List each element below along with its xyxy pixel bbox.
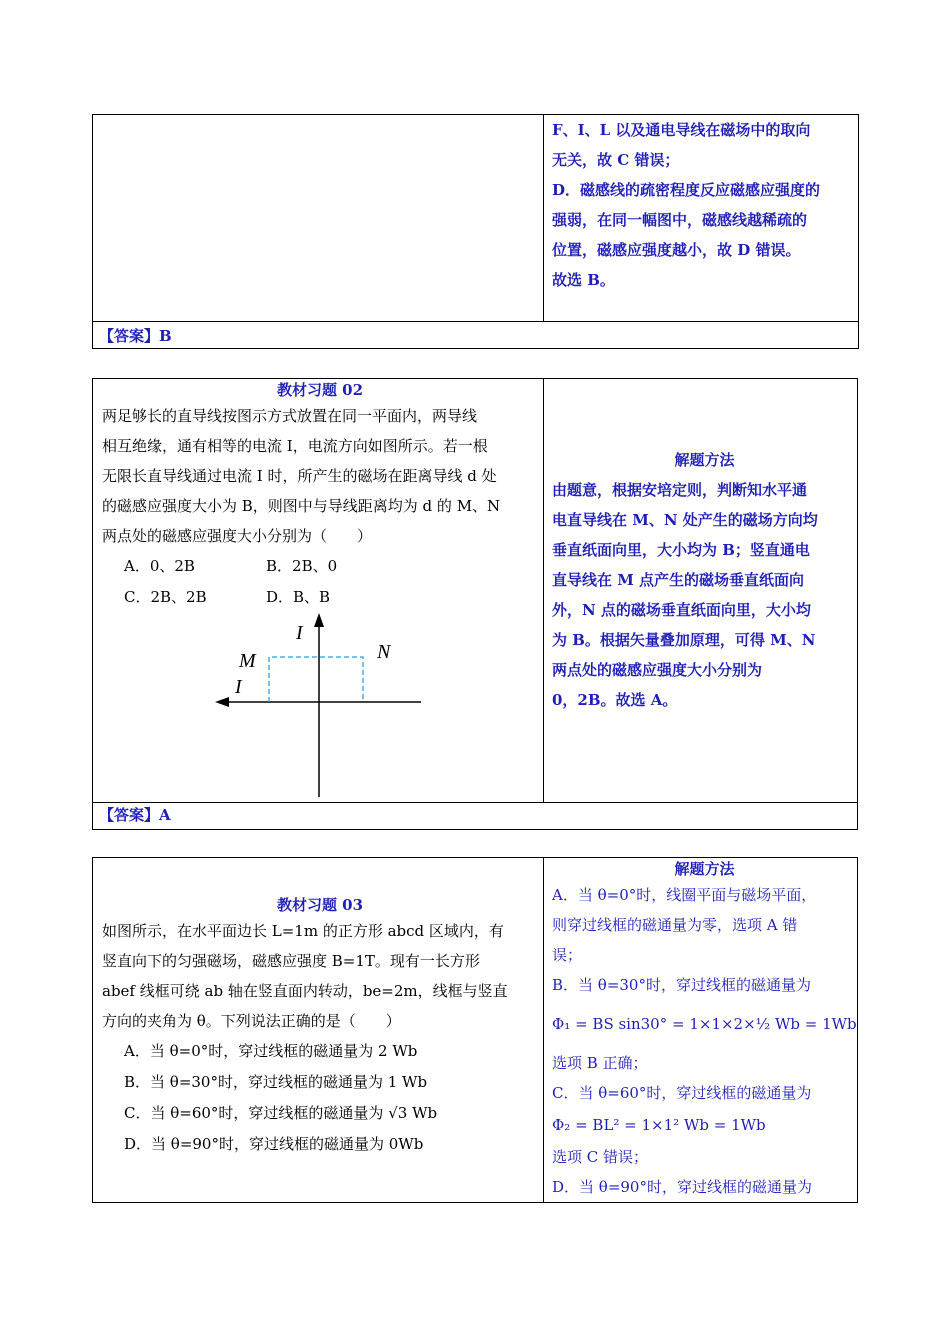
text-line: 两点处的磁感应强度大小分别为 [552, 661, 763, 679]
block-2 [92, 378, 858, 830]
label-M: M [239, 650, 256, 672]
method-title: 解题方法 [674, 451, 735, 469]
text-line: 由题意，根据安培定则，判断知水平通 [552, 481, 808, 499]
text-line: 垂直纸面向里，大小均为 B；竖直通电 [552, 541, 810, 559]
text-line: A．当 θ=0°时，线圈平面与磁场平面， [552, 886, 817, 904]
block1-right-text [552, 115, 858, 295]
exercise-title: 教材习题 02 [276, 381, 364, 399]
option-row: C．2B、2B D．B、B [124, 588, 331, 606]
text-line: 电直导线在 M、N 处产生的磁场方向均 [552, 511, 818, 529]
exercise-title: 教材习题 03 [276, 896, 364, 914]
block3-question [102, 894, 538, 1160]
equation-1: Φ₁ = BS sin30° = 1×1×2×½ Wb = 1Wb [552, 1015, 857, 1033]
text-line: 如图所示，在水平面边长 L=1m 的正方形 abcd 区域内，有 [102, 922, 504, 940]
option-row: B．当 θ=30°时，穿过线框的磁通量为 1 Wb [124, 1073, 428, 1091]
block3-method [552, 858, 857, 1202]
text-line: C．当 θ=60°时，穿过线框的磁通量为 [552, 1084, 812, 1102]
option-row: A．当 θ=0°时，穿过线框的磁通量为 2 Wb [124, 1042, 418, 1060]
text-line: 直导线在 M 点产生的磁场垂直纸面向 [552, 571, 805, 589]
up-arrow-icon [314, 613, 324, 627]
text-line: 为 B。根据矢量叠加原理，可得 M、N [552, 631, 816, 649]
text-line: 无关，故 C 错误； [552, 151, 680, 169]
option-row: D．当 θ=90°时，穿过线框的磁通量为 0Wb [124, 1135, 424, 1153]
text-line: D．当 θ=90°时，穿过线框的磁通量为 [552, 1178, 812, 1196]
equation-2: Φ₂ = BL² = 1×1² Wb = 1Wb [552, 1116, 766, 1134]
text-line: 故选 B。 [552, 271, 615, 289]
label-I-top: I [296, 622, 303, 644]
text-line: F、I、L 以及通电导线在磁场中的取向 [552, 121, 811, 139]
block-3 [92, 857, 858, 1203]
text-line: 的磁感应强度大小为 B，则图中与导线距离均为 d 的 M、N [102, 497, 501, 515]
text-line: 0，2B。故选 A。 [552, 691, 678, 709]
text-line: 竖直向下的匀强磁场，磁感应强度 B=1T。现有一长方形 [102, 952, 480, 970]
text-line: 两点处的磁感应强度大小分别为（ ） [102, 527, 373, 545]
text-line: 无限长直导线通过电流 I 时，所产生的磁场在距离导线 d 处 [102, 467, 497, 485]
text-line: 相互绝缘，通有相等的电流 I，电流方向如图所示。若一根 [102, 437, 488, 455]
answer-label: 【答案】B [99, 327, 172, 345]
text-line: 选项 C 错误； [552, 1148, 649, 1166]
text-line: B．当 θ=30°时，穿过线框的磁通量为 [552, 976, 811, 994]
answer-label: 【答案】A [99, 806, 171, 824]
label-N: N [377, 641, 391, 663]
text-line: 方向的夹角为 θ。下列说法正确的是（ ） [102, 1012, 401, 1030]
option-row: A．0、2B B．2B、0 [124, 557, 338, 575]
left-arrow-icon [215, 697, 229, 707]
method-title: 解题方法 [674, 860, 735, 878]
block-1 [92, 114, 859, 349]
text-line: 选项 B 正确； [552, 1054, 648, 1072]
text-line: D．磁感线的疏密程度反应磁感应强度的 [552, 181, 821, 199]
text-line: 强弱，在同一幅图中，磁感线越稀疏的 [552, 211, 808, 229]
text-line: abef 线框可绕 ab 轴在竖直面内转动，be=2m，线框与竖直 [102, 982, 508, 1000]
text-line: 两足够长的直导线按图示方式放置在同一平面内，两导线 [102, 407, 478, 425]
block2-method [552, 445, 857, 715]
text-line: 则穿过线框的磁通量为零，选项 A 错 [552, 916, 798, 934]
text-line: 位置，磁感应强度越小，故 D 错误。 [552, 241, 801, 259]
wire-diagram [211, 611, 431, 799]
label-I-left: I [235, 676, 242, 698]
option-row: C．当 θ=60°时，穿过线框的磁通量为 √3 Wb [124, 1104, 438, 1122]
block2-question [102, 379, 538, 613]
text-line: 误； [552, 946, 583, 964]
text-line: 外，N 点的磁场垂直纸面向里，大小均 [552, 601, 811, 619]
